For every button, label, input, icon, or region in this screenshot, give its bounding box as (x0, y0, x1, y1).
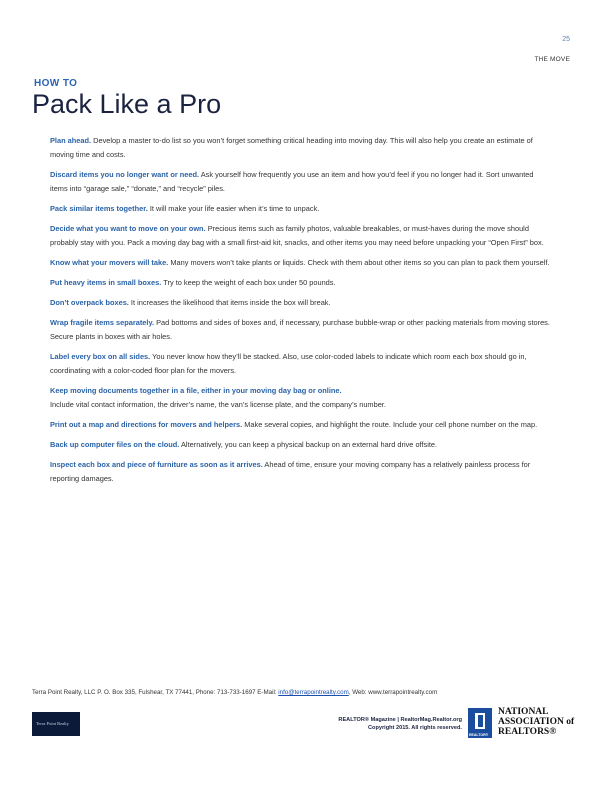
tip-item (50, 134, 550, 162)
tip-item (50, 458, 550, 486)
tip-heading: Decide what you want to move on your own. (50, 224, 206, 233)
copyright-line: Copyright 2015. All rights reserved. (368, 725, 462, 731)
tip-body: Ahead of time, ensure your moving company has a relatively painless process for reporting damages. (50, 460, 531, 483)
kicker-label: HOW TO (34, 78, 78, 89)
tip-heading: Put heavy items in small boxes. (50, 278, 162, 287)
realtor-r-icon (468, 708, 492, 738)
tip-item (50, 276, 550, 290)
tip-body: Make several copies, and highlight the route. Include your cell phone number on the map. (242, 420, 538, 429)
tip-heading: Wrap fragile items separately. (50, 318, 155, 327)
tip-item (50, 168, 550, 196)
page-title: Pack Like a Pro (32, 89, 222, 119)
realtor-mark-label: REALTOR® (469, 733, 489, 737)
tip-body: Pad bottoms and sides of boxes and, if necessary, purchase bubble-wrap or other packing materials from moving stores. Secure plants in boxes with air holes. (50, 318, 550, 341)
tip-item (50, 350, 550, 378)
tip-item (50, 202, 550, 216)
tip-item (50, 256, 550, 270)
nar-line: NATIONAL (498, 707, 549, 717)
tip-body: Develop a master to-do list so you won’t forget something critical heading into moving day. This will also help you create an estimate of moving time and costs. (50, 136, 533, 159)
nar-line: REALTORS® (498, 727, 557, 737)
tip-heading: Discard items you no longer want or need. (50, 170, 200, 179)
section-label: THE MOVE (534, 56, 570, 63)
tip-heading: Keep moving documents together in a file, either in your moving day bag or online. (50, 386, 342, 395)
tip-heading: Label every box on all sides. (50, 352, 151, 361)
tips-list (50, 134, 550, 492)
tip-heading: Print out a map and directions for movers and helpers. (50, 420, 243, 429)
tip-body: You never know how they’ll be stacked. Also, use color-coded labels to indicate which room each box should go in, coordinating with a color-coded floor plan for the movers. (50, 352, 527, 375)
brokerage-logo-text: Terra Point Realty (36, 721, 69, 726)
tip-heading: Back up computer files on the cloud. (50, 440, 180, 449)
contact-suffix: , Web: www.terrapointrealty.com (348, 689, 438, 696)
tip-heading: Know what your movers will take. (50, 258, 169, 267)
tip-heading: Don’t overpack boxes. (50, 298, 129, 307)
tip-body: It will make your life easier when it’s time to unpack. (147, 204, 320, 213)
nar-line: ASSOCIATION of (498, 717, 575, 727)
tip-body: Precious items such as family photos, valuable breakables, or must-haves during the move should probably stay with you. Pack a moving day bag with a small first-aid kit, snacks, and other items you may need before unpacking your “Open First” box. (50, 224, 544, 247)
tip-body: Alternatively, you can keep a physical backup on an external hard drive offsite. (179, 440, 438, 449)
brokerage-logo (32, 712, 80, 736)
tip-body: Many movers won’t take plants or liquids. Check with them about other items so you can plan to pack them yourself. (168, 258, 550, 267)
tip-body: Try to keep the weight of each box under 50 pounds. (161, 278, 336, 287)
tip-heading: Inspect each box and piece of furniture as soon as it arrives. (50, 460, 263, 469)
page-number: 25 (562, 36, 570, 43)
tip-item (50, 384, 550, 412)
tip-item (50, 438, 550, 452)
tip-heading: Pack similar items together. (50, 204, 148, 213)
tip-body: Ask yourself how frequently you use an item and how you’d feel if you no longer had it. Sort unwanted items into “garage sale,” “donate,” and “recycle” piles. (50, 170, 534, 193)
tip-item (50, 418, 550, 432)
contact-prefix: Terra Point Realty, LLC P. O. Box 335, Fulshear, TX 77441, Phone: 713-733-1697 E-Mail: (32, 689, 279, 696)
tip-item (50, 316, 550, 344)
tip-item (50, 296, 550, 310)
contact-line (32, 689, 437, 696)
footer-credit (300, 716, 462, 732)
tip-body: It increases the likelihood that items inside the box will break. (128, 298, 331, 307)
tip-body: Include vital contact information, the driver’s name, the van’s license plate, and the company’s number. (50, 400, 386, 409)
tip-item (50, 222, 550, 250)
credit-line: REALTOR® Magazine | RealtorMag.Realtor.org (338, 717, 462, 723)
email-link[interactable]: info@terrapointrealty.com (278, 689, 349, 696)
nar-logo (498, 707, 574, 737)
tip-heading: Plan ahead. (50, 136, 92, 145)
